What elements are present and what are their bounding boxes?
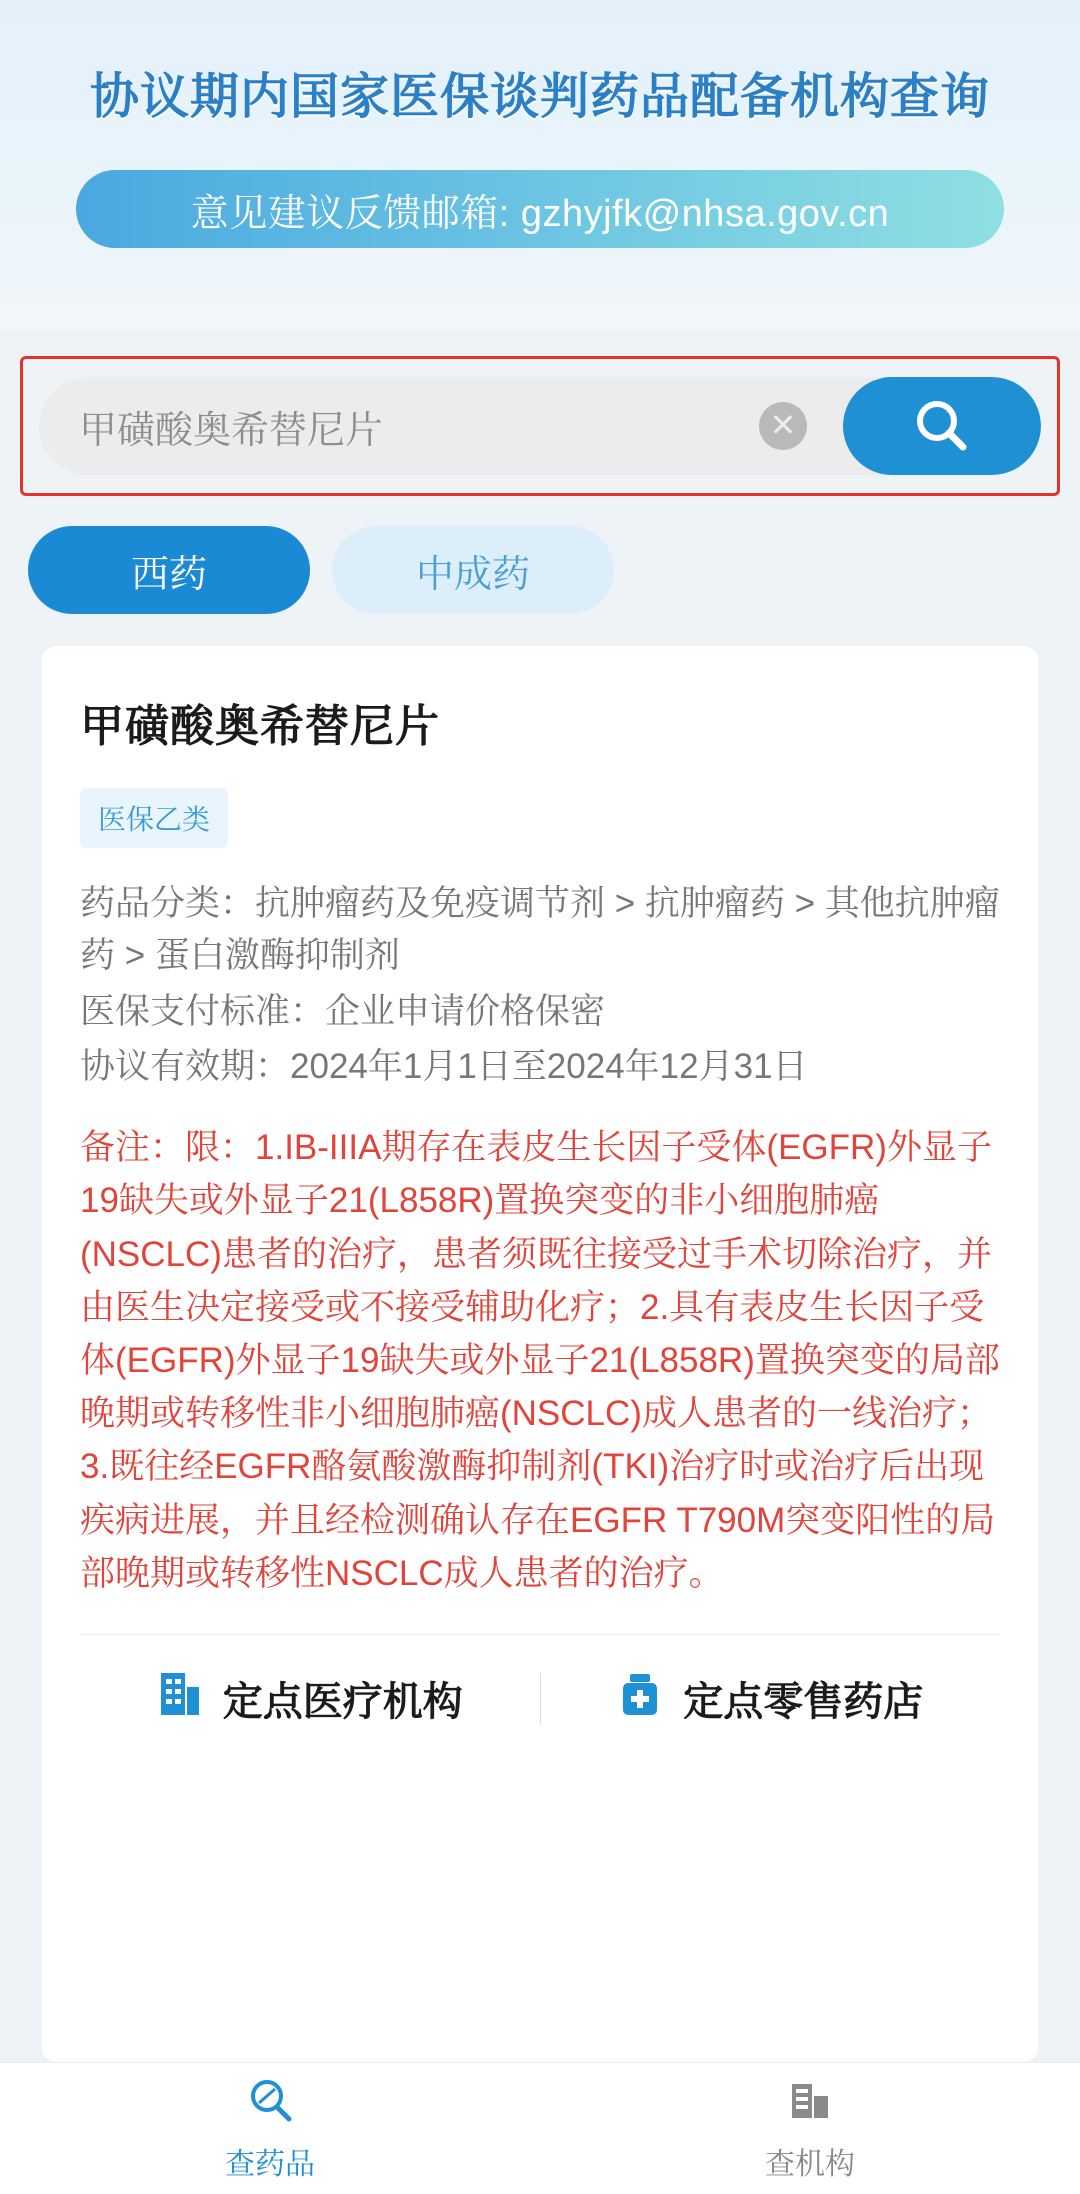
search-icon: [911, 395, 973, 457]
page-title: 协议期内国家医保谈判药品配备机构查询: [89, 70, 990, 124]
status-badge: 医保乙类: [80, 788, 228, 848]
nav-label-drug-search: 查药品: [225, 2148, 315, 2181]
pill-search-icon: [244, 2074, 296, 2131]
search-input[interactable]: [39, 405, 759, 448]
search-button[interactable]: [843, 377, 1041, 475]
close-icon[interactable]: ✕: [759, 402, 807, 450]
retail-pharmacy-label: 定点零售药店: [683, 1680, 924, 1725]
nav-label-institution-search: 查机构: [765, 2148, 855, 2181]
meta-label-validity: 协议有效期：: [80, 1047, 291, 1087]
medical-institution-label: 定点医疗机构: [222, 1680, 463, 1725]
pharmacy-icon: [617, 1669, 663, 1729]
drug-name: 甲磺酸奥希替尼片: [80, 702, 440, 751]
tab-chinese-medicine[interactable]: 中成药: [332, 526, 614, 614]
card-actions: [80, 1635, 1000, 1763]
building-icon: [784, 2074, 836, 2131]
meta-value-payment: 企业申请价格保密: [325, 991, 606, 1031]
meta-row: [80, 986, 1000, 1038]
meta-value-category: 抗肿瘤药及免疫调节剂 > 抗肿瘤药 > 其他抗肿瘤药 > 蛋白激酶抑制剂: [80, 884, 1000, 975]
medical-institution-button[interactable]: [80, 1669, 540, 1729]
meta-label-payment: 医保支付标准：: [80, 991, 326, 1031]
meta-row: [80, 1041, 1000, 1093]
search-highlight-region: [20, 356, 1060, 496]
meta-label-category: 药品分类：: [80, 884, 256, 923]
meta-value-validity: 2024年1月1日至2024年12月31日: [290, 1047, 808, 1087]
remark-text: 备注：限：1.IB-IIIA期存在表皮生长因子受体(EGFR)外显子19缺失或外显子21(L858R)置换突变的非小细胞肺癌(NSCLC)患者的治疗，患者须既往接受过手术切除治疗，并由医生决定接受或不接受辅助化疗；2.具有表皮生长因子受体(EGFR)外显子19缺失或外显子21(L858R)置换突变的局部晚期或转移性非小细胞肺癌(NSCLC)成人患者的一线治疗；3.既往经EGFR酪氨酸激酶抑制剂(TKI)治疗时或治疗后出现疾病进展，并且经检测确认存在EGFR T790M突变阳性的局部晚期或转移性NSCLC成人患者的治疗。: [80, 1128, 1000, 1593]
hospital-icon: [157, 1669, 203, 1729]
nav-item-institution-search[interactable]: [540, 2063, 1080, 2194]
search-bar[interactable]: [39, 377, 1041, 475]
feedback-email-banner: 意见建议反馈邮箱: gzhyjfk@nhsa.gov.cn: [76, 170, 1004, 248]
nav-item-drug-search[interactable]: [0, 2063, 540, 2194]
page-header: [0, 0, 1080, 330]
tab-western-medicine[interactable]: 西药: [28, 526, 310, 614]
drug-meta: [80, 878, 1000, 1093]
category-tabs: [0, 496, 1080, 614]
retail-pharmacy-button[interactable]: [541, 1669, 1001, 1729]
bottom-navigation: [0, 2062, 1080, 2194]
drug-result-card: [42, 646, 1038, 2062]
meta-row: [80, 878, 1000, 982]
